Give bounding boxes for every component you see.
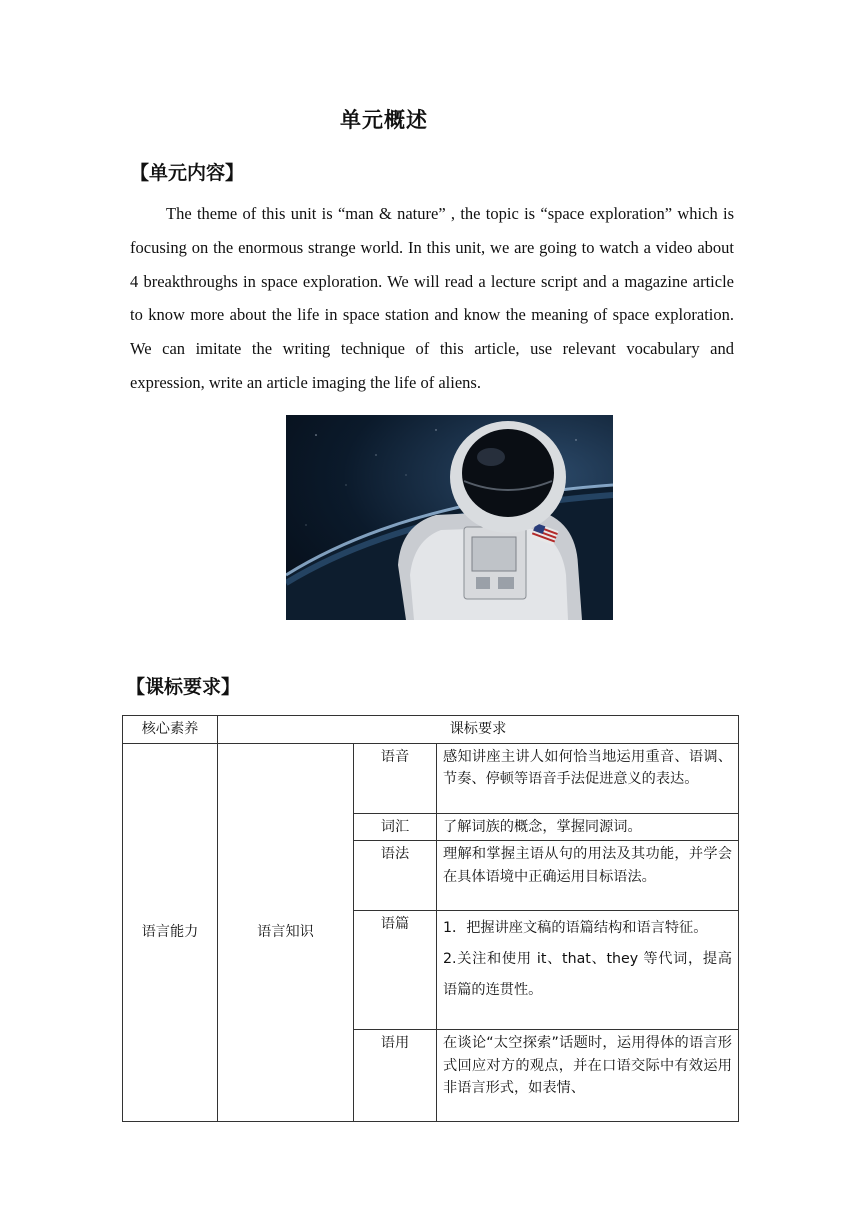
page-title: 单元概述 bbox=[340, 108, 428, 132]
requirement-line-2: 2.关注和使用 it、that、they 等代词，提高语篇的连贯性。 bbox=[443, 951, 732, 998]
header-requirements: 课标要求 bbox=[218, 716, 739, 744]
item-cell: 语篇 bbox=[354, 911, 437, 1030]
item-cell: 语音 bbox=[354, 743, 437, 813]
unit-content-heading: 【单元内容】 bbox=[130, 162, 245, 184]
curriculum-table bbox=[122, 715, 739, 1122]
header-core-literacy: 核心素养 bbox=[123, 716, 218, 744]
item-cell: 词汇 bbox=[354, 813, 437, 841]
item-cell: 语用 bbox=[354, 1030, 437, 1122]
item-cell: 语法 bbox=[354, 841, 437, 911]
requirement-cell: 理解和掌握主语从句的用法及其功能，并学会在具体语境中正确运用目标语法。 bbox=[437, 841, 739, 911]
category-cell: 语言知识 bbox=[218, 743, 354, 1122]
requirement-cell: 在谈论“太空探索”话题时，运用得体的语言形式回应对方的观点，并在口语交际中有效运用非语言形式，如表情、 bbox=[437, 1030, 739, 1122]
table-header-row bbox=[123, 716, 739, 744]
requirement-cell bbox=[437, 911, 739, 1030]
astronaut-illustration bbox=[286, 415, 613, 620]
core-literacy-cell: 语言能力 bbox=[123, 743, 218, 1122]
requirement-cell: 了解词族的概念，掌握同源词。 bbox=[437, 813, 739, 841]
table-row bbox=[123, 743, 739, 813]
requirement-line-1: 1．把握讲座文稿的语篇结构和语言特征。 bbox=[443, 920, 708, 936]
astronaut-photo bbox=[286, 415, 613, 620]
requirement-cell: 感知讲座主讲人如何恰当地运用重音、语调、节奏、停顿等语音手法促进意义的表达。 bbox=[437, 743, 739, 813]
unit-content-paragraph: The theme of this unit is “man & nature” , the topic is “space exploration” which is focusing on the enormous strange world. In this unit, we are going to watch a video about 4 breakthroughs in space exploration. We will read a lecture script and a magazine article to know more about the life in space station and know the meaning of space exploration. We can imitate the writing technique of this article, use relevant vocabulary and expression, write an article imaging the life of aliens. bbox=[130, 204, 734, 392]
curriculum-requirements-heading: 【课标要求】 bbox=[126, 676, 241, 698]
